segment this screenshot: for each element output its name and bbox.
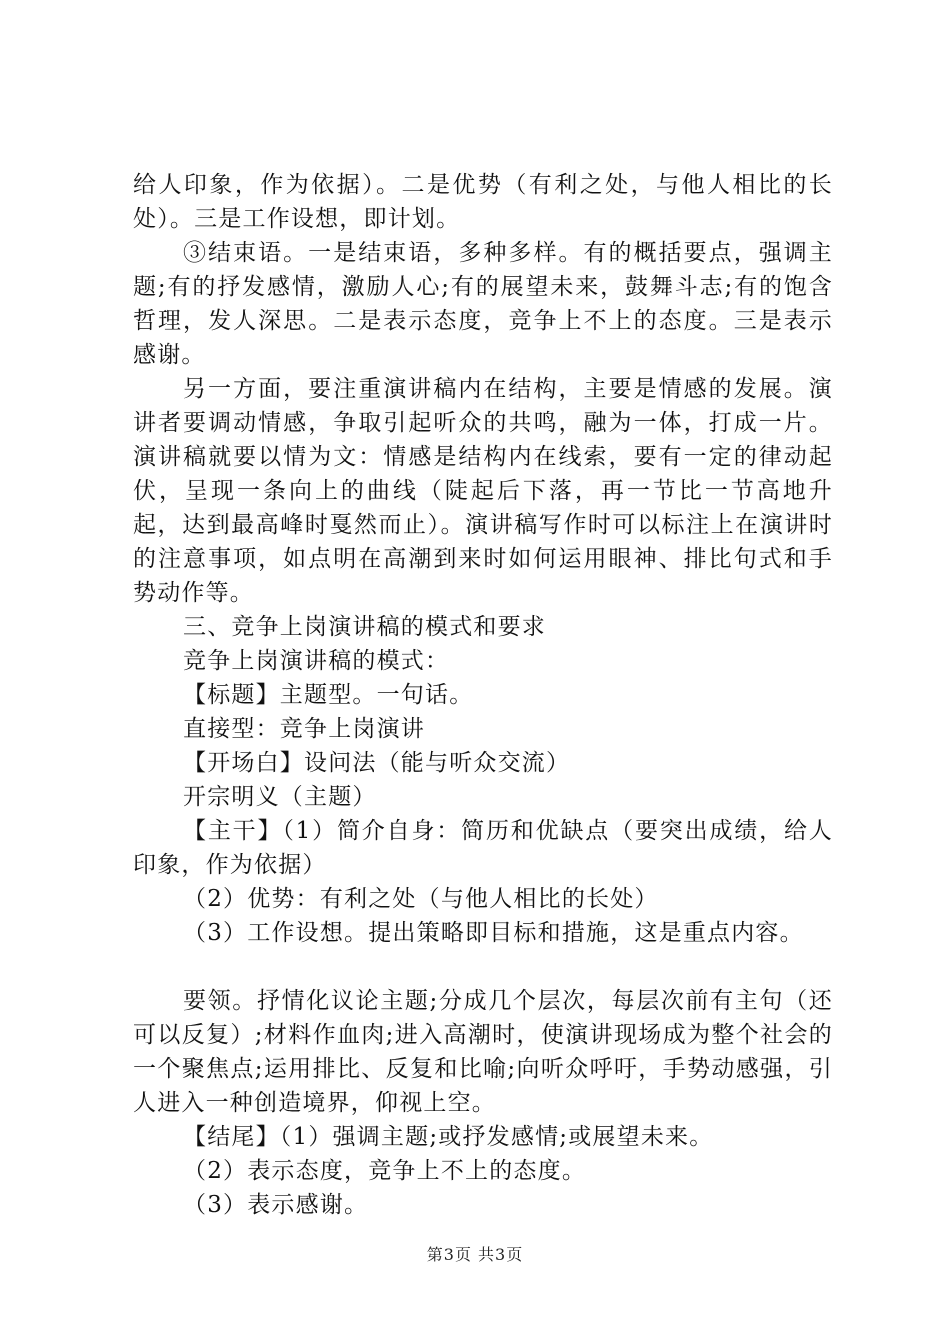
paragraph: 【主干】（1）简介自身：简历和优缺点（要突出成绩，给人印象，作为依据） [133, 818, 833, 878]
paragraph: 给人印象，作为依据）。二是优势（有利之处，与他人相比的长处）。三是工作设想，即计划。 [133, 172, 833, 232]
section-heading: 三、竞争上岗演讲稿的模式和要求 [183, 614, 546, 640]
blank-line [133, 950, 833, 984]
paragraph: 【开场白】设问法（能与听众交流） [183, 750, 571, 776]
paragraph: 【标题】主题型。一句话。 [183, 682, 474, 708]
paragraph: 直接型：竞争上岗演讲 [183, 716, 425, 742]
paragraph: （3）表示感谢。 [183, 1192, 369, 1218]
page-footer: 第3页 共3页 [426, 1245, 524, 1264]
paragraph: 【结尾】（1）强调主题;或抒发感情;或展望未来。 [183, 1124, 714, 1150]
paragraph: 另一方面，要注重演讲稿内在结构，主要是情感的发展。演讲者要调动情感，争取引起听众的共鸣，融为一体，打成一片。演讲稿就要以情为文：情感是结构内在线索，要有一定的律动起伏，呈现一条向上的曲线（陡起后下落，再一节比一节高地升起，达到最高峰时戛然而止）。演讲稿写作时可以标注上在演讲时的注意事项，如点明在高潮到来时如何运用眼神、排比句式和手势动作等。 [133, 376, 833, 606]
paragraph: 要领。抒情化议论主题;分成几个层次，每层次前有主句（还可以反复）;材料作血肉;进入高潮时，使演讲现场成为整个社会的一个聚焦点;运用排比、反复和比喻;向听众呼吁，手势动感强，引人进入一种创造境界，仰视上空。 [133, 988, 833, 1116]
paragraph: ③结束语。一是结束语，多种多样。有的概括要点，强调主题;有的抒发感情，激励人心;有的展望未来，鼓舞斗志;有的饱含哲理，发人深思。二是表示态度，竞争上不上的态度。三是表示感谢。 [133, 240, 833, 368]
paragraph: （2）表示态度，竞争上不上的态度。 [183, 1158, 587, 1184]
paragraph: 竞争上岗演讲稿的模式： [183, 648, 450, 674]
document-body [133, 168, 833, 1222]
paragraph: （3）工作设想。提出策略即目标和措施，这是重点内容。 [183, 920, 804, 946]
paragraph: （2）优势：有利之处（与他人相比的长处） [183, 886, 659, 912]
paragraph: 开宗明义（主题） [183, 784, 377, 810]
